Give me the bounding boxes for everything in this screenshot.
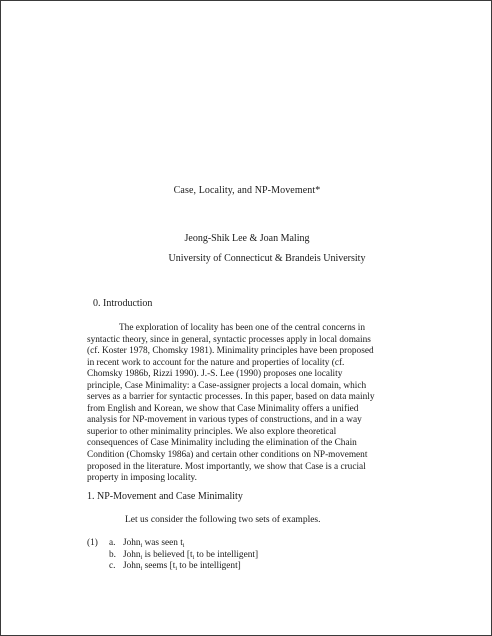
paragraph-line: Condition (Chomsky 1986a) and certain other conditions on NP-movement	[87, 450, 368, 461]
paragraph-line: The exploration of locality has been one of the central concerns in	[119, 323, 366, 333]
example-letter: a.	[109, 538, 116, 548]
example-row	[87, 550, 258, 562]
example-text: John$_i$ seems [$t_i$ to be intelligent]	[123, 561, 241, 572]
example-text: John$_i$ is believed [$t_i$ to be intelligent]	[123, 549, 259, 561]
example-letter: b.	[109, 549, 116, 560]
paragraph-line: property in imposing locality.	[87, 473, 197, 484]
example-text: John$_i$ was seen $t_i$	[123, 538, 185, 549]
paragraph-line: (cf. Koster 1978, Chomsky 1981). Minimality principles have been proposed	[87, 346, 374, 357]
paragraph-line: consequences of Case Minimality including the elimination of the Chain	[87, 438, 357, 449]
example-row	[87, 538, 258, 550]
paragraph-line: principle, Case Minimality: a Case-assigner projects a local domain, which	[87, 380, 367, 391]
paragraph-line: Chomsky 1986b, Rizzi 1990). J.-S. Lee (1990) proposes one locality	[87, 369, 343, 380]
example-row	[87, 561, 258, 573]
introduction-paragraph	[87, 323, 407, 485]
example-list	[87, 538, 258, 573]
section-heading-np-movement: 1. NP-Movement and Case Minimality	[87, 491, 243, 502]
consider-sentence: Let us consider the following two sets of examples.	[125, 515, 321, 525]
example-number: (1)	[87, 538, 98, 548]
paragraph-line: superior to other minimality principles. We also explore theoretical	[87, 426, 337, 437]
paper-affiliation: University of Connecticut & Brandeis University	[168, 253, 366, 264]
paper-authors: Jeong-Shik Lee & Joan Maling	[184, 233, 310, 244]
example-letter: c.	[109, 561, 116, 571]
paragraph-line: in recent work to account for the nature and properties of locality (cf.	[87, 357, 345, 368]
paper-title: Case, Locality, and NP-Movement*	[173, 185, 321, 196]
paragraph-line: syntactic theory, since in general, syntactic processes apply in local domains	[87, 334, 371, 345]
paragraph-line: from English and Korean, we show that Case Minimality offers a unified	[87, 403, 359, 414]
paragraph-line: proposed in the literature. Most importantly, we show that Case is a crucial	[87, 461, 366, 472]
paragraph-line: serves as a barrier for syntactic processes. In this paper, based on data mainly	[87, 392, 375, 403]
section-heading-introduction: 0. Introduction	[93, 298, 153, 309]
paragraph-line: analysis for NP-movement in various types of constructions, and in a way	[87, 415, 362, 426]
